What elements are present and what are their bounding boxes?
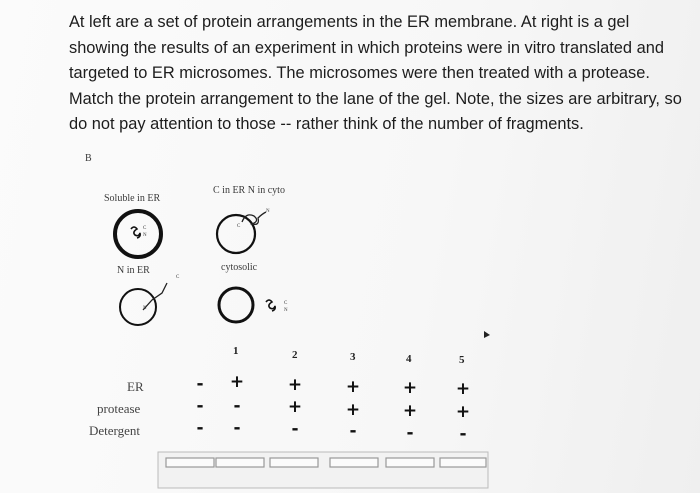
control-detergent-sign: -: [196, 418, 204, 438]
lane-number-3: 3: [350, 351, 356, 363]
er-microsome-c-in-er: [217, 215, 255, 253]
protein-squiggle-soluble: [131, 227, 140, 238]
terminus-n-lumen: N: [143, 306, 147, 311]
lane-3-detergent-sign: -: [349, 421, 357, 441]
gel-well-lane-5: [440, 458, 486, 467]
question-text: At left are a set of protein arrangements in the ER membrane. At right is a gel showing the results of an experiment in which proteins were in vitro translated and targeted to ER microsomes. The microsomes were then treated with a protease. Match the protein arrangement to the lane of the gel. Note, the sizes are arbitrary, so do not pay attention to those -- rather think of the number of fragments.: [69, 13, 682, 134]
protein-squiggle-cytosolic: [266, 300, 275, 311]
gel-well-lane-1: [216, 458, 264, 467]
lane-5-er-sign: +: [455, 379, 471, 399]
arrowhead-mark: [484, 331, 490, 338]
gel-well-control: [166, 458, 214, 467]
lane-5-protease-sign: +: [455, 402, 471, 422]
row-label-er: ER: [127, 379, 144, 394]
lane-2-er-sign: +: [287, 375, 303, 395]
label-soluble-in-er: Soluble in ER: [104, 193, 161, 204]
lane-2-detergent-sign: -: [291, 419, 299, 439]
lane-number-4: 4: [406, 353, 412, 365]
panel-label: B: [85, 153, 92, 164]
terminus-n-cyto: N: [266, 209, 270, 214]
lane-4-er-sign: +: [402, 378, 418, 398]
terminus-n-cytosolic: N: [284, 308, 288, 313]
terminus-c-cytosolic: C: [284, 301, 288, 306]
label-n-in-er: N in ER: [117, 265, 150, 276]
er-microsome-soluble: [115, 211, 161, 257]
lane-2-protease-sign: +: [287, 397, 303, 417]
lane-number-5: 5: [459, 354, 465, 366]
terminus-c-n-in-er: C: [176, 275, 180, 280]
terminus-n-soluble: N: [143, 233, 147, 238]
terminus-c-soluble: C: [143, 226, 147, 231]
row-label-protease: protease: [97, 401, 141, 416]
lane-4-protease-sign: +: [402, 401, 418, 421]
terminus-c-lumen: C: [237, 224, 241, 229]
gel-well-lane-3: [330, 458, 378, 467]
lane-number-1: 1: [233, 345, 239, 357]
gel-box: [158, 452, 488, 488]
lane-5-detergent-sign: -: [459, 424, 467, 444]
er-microsome-cytosolic: [219, 288, 253, 322]
label-c-in-er-n-in-cyto: C in ER N in cyto: [213, 185, 285, 196]
lane-1-detergent-sign: -: [233, 418, 241, 438]
row-label-detergent: Detergent: [89, 423, 141, 438]
er-microsome-n-in-er: [120, 289, 156, 325]
lane-4-detergent-sign: -: [406, 423, 414, 443]
label-cytosolic: cytosolic: [221, 262, 258, 273]
lane-number-2: 2: [292, 349, 298, 361]
control-er-sign: -: [196, 374, 204, 394]
control-protease-sign: -: [196, 396, 204, 416]
gel-well-lane-2: [270, 458, 318, 467]
gel-well-lane-4: [386, 458, 434, 467]
lane-3-er-sign: +: [345, 377, 361, 397]
lane-3-protease-sign: +: [345, 400, 361, 420]
lane-1-protease-sign: -: [233, 396, 241, 416]
lane-1-er-sign: +: [229, 372, 245, 392]
